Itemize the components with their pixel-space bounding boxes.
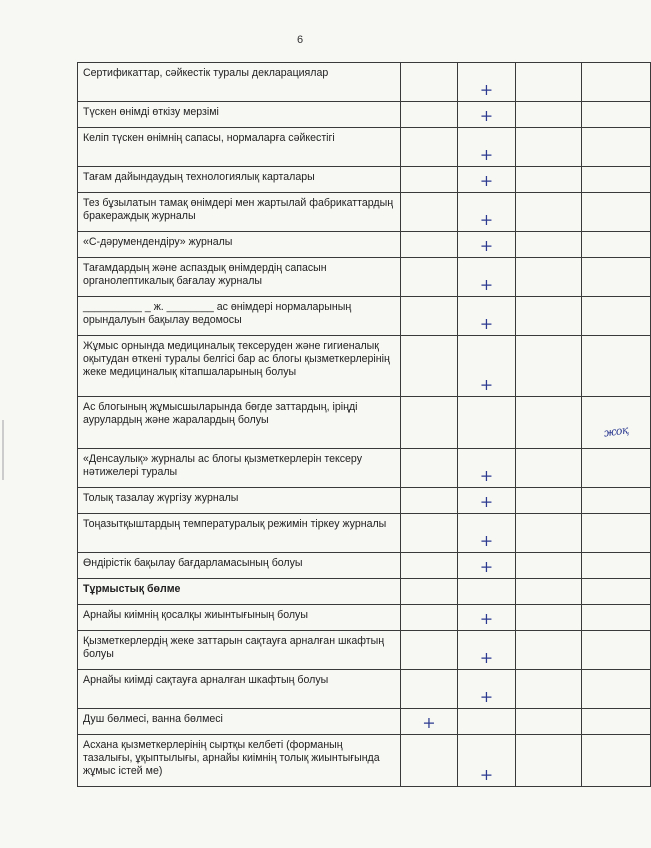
answer-cell bbox=[582, 232, 651, 258]
criterion-text: Қызметкерлердің жеке заттарын сақтауға арналған шкафтың болуы bbox=[78, 631, 401, 670]
handwritten-check-mark: + bbox=[479, 648, 494, 667]
answer-cell bbox=[401, 670, 458, 709]
answer-cell bbox=[582, 631, 651, 670]
answer-cell bbox=[516, 709, 582, 735]
criterion-text: Арнайы киімнің қосалқы жиынтығының болуы bbox=[78, 605, 401, 631]
answer-cell bbox=[458, 397, 516, 449]
answer-cell bbox=[458, 579, 516, 605]
answer-cell bbox=[401, 449, 458, 488]
handwritten-check-mark: + bbox=[479, 236, 494, 255]
answer-cell bbox=[582, 670, 651, 709]
answer-cell bbox=[516, 167, 582, 193]
handwritten-check-mark: + bbox=[479, 80, 494, 99]
answer-cell bbox=[401, 128, 458, 167]
answer-cell bbox=[458, 258, 516, 297]
answer-cell bbox=[582, 258, 651, 297]
table-row bbox=[78, 488, 651, 514]
answer-cell bbox=[401, 631, 458, 670]
answer-cell bbox=[582, 488, 651, 514]
handwritten-check-mark: + bbox=[479, 106, 494, 125]
answer-cell bbox=[458, 297, 516, 336]
table-row bbox=[78, 297, 651, 336]
criterion-text: Тоңазытқыштардың температуралық режимін тіркеу журналы bbox=[78, 514, 401, 553]
table-row bbox=[78, 63, 651, 102]
answer-cell bbox=[401, 232, 458, 258]
answer-cell bbox=[458, 449, 516, 488]
table-row bbox=[78, 232, 651, 258]
answer-cell bbox=[582, 63, 651, 102]
table-row bbox=[78, 631, 651, 670]
answer-cell bbox=[401, 488, 458, 514]
answer-cell bbox=[516, 336, 582, 397]
table-row bbox=[78, 449, 651, 488]
table-row bbox=[78, 735, 651, 787]
answer-cell bbox=[458, 336, 516, 397]
table-row bbox=[78, 336, 651, 397]
answer-cell bbox=[516, 514, 582, 553]
criterion-text: «Денсаулық» журналы ас блогы қызметкерлерін тексеру нәтижелері туралы bbox=[78, 449, 401, 488]
answer-cell bbox=[401, 605, 458, 631]
table-row bbox=[78, 128, 651, 167]
answer-cell bbox=[458, 709, 516, 735]
answer-cell bbox=[516, 128, 582, 167]
answer-cell bbox=[516, 297, 582, 336]
answer-cell bbox=[458, 553, 516, 579]
answer-cell bbox=[516, 670, 582, 709]
handwritten-check-mark: + bbox=[479, 765, 494, 784]
table-row bbox=[78, 193, 651, 232]
criterion-text: Ас блогының жұмысшыларында бөгде заттардың, іріңді аурулардың және жаралардың болуы bbox=[78, 397, 401, 449]
page-number: 6 bbox=[296, 34, 304, 46]
answer-cell bbox=[582, 514, 651, 553]
answer-cell bbox=[582, 297, 651, 336]
handwritten-check-mark: + bbox=[479, 492, 494, 511]
criterion-text: Түскен өнімді өткізу мерзімі bbox=[78, 102, 401, 128]
answer-cell bbox=[401, 336, 458, 397]
answer-cell bbox=[582, 102, 651, 128]
criterion-text: Сертификаттар, сәйкестік туралы декларациялар bbox=[78, 63, 401, 102]
answer-cell bbox=[401, 102, 458, 128]
answer-cell bbox=[401, 63, 458, 102]
answer-cell bbox=[516, 63, 582, 102]
criterion-text: Өндірістік бақылау бағдарламасының болуы bbox=[78, 553, 401, 579]
answer-cell bbox=[516, 102, 582, 128]
answer-cell bbox=[458, 128, 516, 167]
criterion-text: Душ бөлмесі, ванна бөлмесі bbox=[78, 709, 401, 735]
answer-cell bbox=[458, 514, 516, 553]
criterion-text: «С-дәрумендендіру» журналы bbox=[78, 232, 401, 258]
answer-cell bbox=[582, 128, 651, 167]
section-row bbox=[78, 579, 651, 605]
criterion-text: __________ _ ж. ________ ас өнімдері нормаларының орындалуын бақылау ведомосы bbox=[78, 297, 401, 336]
answer-cell bbox=[516, 735, 582, 787]
answer-cell bbox=[401, 514, 458, 553]
answer-cell bbox=[458, 232, 516, 258]
answer-cell bbox=[401, 167, 458, 193]
section-title: Тұрмыстық бөлме bbox=[78, 579, 401, 605]
answer-cell bbox=[582, 709, 651, 735]
answer-cell bbox=[582, 605, 651, 631]
answer-cell bbox=[582, 449, 651, 488]
handwritten-check-mark: + bbox=[479, 275, 494, 294]
handwritten-note: жоқ bbox=[603, 423, 629, 440]
answer-cell bbox=[458, 631, 516, 670]
handwritten-check-mark: + bbox=[479, 375, 494, 394]
handwritten-check-mark: + bbox=[479, 531, 494, 550]
criterion-text: Тез бұзылатын тамақ өнімдері мен жартылай фабрикаттардың бракераждық журналы bbox=[78, 193, 401, 232]
answer-cell bbox=[458, 63, 516, 102]
table-row bbox=[78, 258, 651, 297]
table-row bbox=[78, 605, 651, 631]
answer-cell bbox=[458, 193, 516, 232]
answer-cell bbox=[516, 232, 582, 258]
criterion-text: Тағам дайындаудың технологиялық карталары bbox=[78, 167, 401, 193]
answer-cell bbox=[516, 488, 582, 514]
answer-cell bbox=[582, 193, 651, 232]
answer-cell bbox=[401, 193, 458, 232]
criterion-text: Толық тазалау жүргізу журналы bbox=[78, 488, 401, 514]
handwritten-check-mark: + bbox=[479, 687, 494, 706]
handwritten-check-mark: + bbox=[479, 466, 494, 485]
answer-cell bbox=[516, 193, 582, 232]
answer-cell bbox=[516, 631, 582, 670]
answer-cell bbox=[582, 735, 651, 787]
criterion-text: Келіп түскен өнімнің сапасы, нормаларға сәйкестігі bbox=[78, 128, 401, 167]
table-row bbox=[78, 514, 651, 553]
answer-cell bbox=[458, 670, 516, 709]
table-row bbox=[78, 102, 651, 128]
answer-cell bbox=[516, 449, 582, 488]
answer-cell bbox=[516, 553, 582, 579]
table-row bbox=[78, 709, 651, 735]
answer-cell bbox=[401, 553, 458, 579]
answer-cell bbox=[516, 258, 582, 297]
table-row bbox=[78, 670, 651, 709]
answer-cell bbox=[401, 579, 458, 605]
criterion-text: Тағамдардың және аспаздық өнімдердің сапасын органолептикалық бағалау журналы bbox=[78, 258, 401, 297]
answer-cell bbox=[401, 735, 458, 787]
criterion-text: Асхана қызметкерлерінің сыртқы келбеті (форманың тазалығы, ұқыптылығы, арнайы киімнің толық жиынтығында жұмыс істей ме) bbox=[78, 735, 401, 787]
scan-edge-mark bbox=[2, 420, 4, 480]
inspection-checklist-table bbox=[77, 62, 651, 787]
answer-cell bbox=[458, 488, 516, 514]
answer-cell bbox=[401, 709, 458, 735]
answer-cell bbox=[458, 167, 516, 193]
answer-cell bbox=[401, 397, 458, 449]
answer-cell bbox=[582, 336, 651, 397]
answer-cell bbox=[516, 605, 582, 631]
handwritten-check-mark: + bbox=[479, 557, 494, 576]
answer-cell bbox=[582, 397, 651, 449]
answer-cell bbox=[516, 397, 582, 449]
handwritten-check-mark: + bbox=[479, 609, 494, 628]
table-row bbox=[78, 553, 651, 579]
answer-cell bbox=[582, 553, 651, 579]
handwritten-check-mark: + bbox=[479, 210, 494, 229]
handwritten-check-mark: + bbox=[479, 145, 494, 164]
table-row bbox=[78, 167, 651, 193]
answer-cell bbox=[516, 579, 582, 605]
answer-cell bbox=[582, 167, 651, 193]
criterion-text: Жұмыс орнында медициналық тексеруден және гигиеналық оқытудан өткені туралы белгісі бар ас блогы қызметкерлерінің жеке медициналық кітапшаларының болуы bbox=[78, 336, 401, 397]
answer-cell bbox=[401, 297, 458, 336]
criterion-text: Арнайы киімді сақтауға арналған шкафтың болуы bbox=[78, 670, 401, 709]
handwritten-check-mark: + bbox=[479, 314, 494, 333]
handwritten-check-mark: + bbox=[479, 171, 494, 190]
answer-cell bbox=[458, 605, 516, 631]
answer-cell bbox=[458, 102, 516, 128]
answer-cell bbox=[582, 579, 651, 605]
answer-cell bbox=[458, 735, 516, 787]
handwritten-check-mark: + bbox=[422, 713, 436, 732]
table-row bbox=[78, 397, 651, 449]
answer-cell bbox=[401, 258, 458, 297]
